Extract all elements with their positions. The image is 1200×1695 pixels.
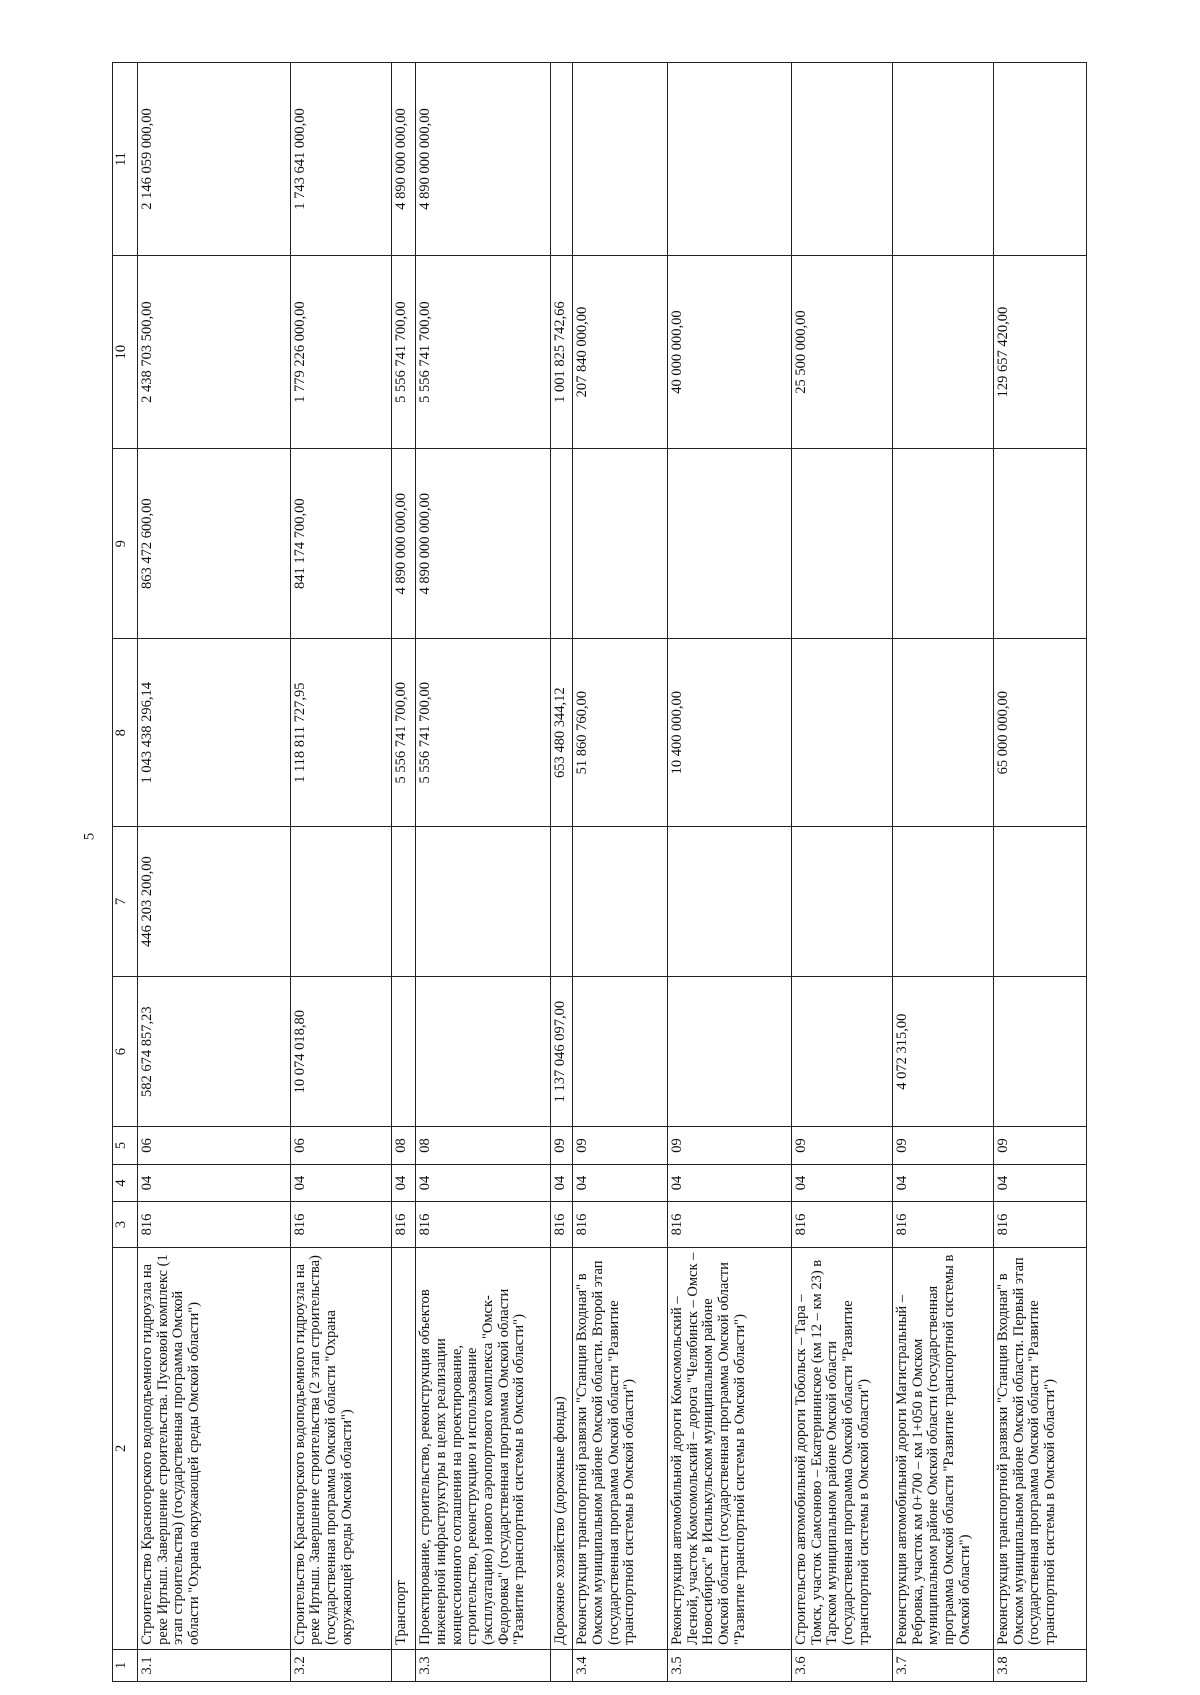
amount-col-9 — [994, 449, 1087, 639]
amount-col-11 — [893, 63, 994, 256]
ministry-code: 816 — [550, 1202, 573, 1248]
amount-col-6 — [416, 977, 550, 1127]
row-number — [550, 1649, 573, 1681]
amount-col-8: 51 860 760,00 — [573, 639, 668, 827]
amount-col-8: 5 556 741 700,00 — [416, 639, 550, 827]
subsection-code: 06 — [138, 1127, 291, 1165]
table-row — [573, 63, 668, 1682]
amount-col-8: 5 556 741 700,00 — [391, 639, 416, 827]
amount-col-11 — [550, 63, 573, 256]
ministry-code: 816 — [416, 1202, 550, 1248]
ministry-code: 816 — [893, 1202, 994, 1248]
col-header-9: 9 — [113, 449, 138, 639]
budget-table — [112, 62, 1087, 1682]
amount-col-7 — [290, 827, 391, 977]
row-number: 3.1 — [138, 1649, 291, 1681]
amount-col-9 — [573, 449, 668, 639]
amount-col-8: 653 480 344,12 — [550, 639, 573, 827]
row-number: 3.7 — [893, 1649, 994, 1681]
section-code: 04 — [290, 1164, 391, 1202]
amount-col-8: 65 000 000,00 — [994, 639, 1087, 827]
col-header-2: 2 — [113, 1247, 138, 1649]
amount-col-11 — [668, 63, 792, 256]
description: Строительство автомобильной дороги Тобольск – Тара – Томск, участок Самсоново – Екатерининское (км 12 – км 23) в Тарском муниципальном районе Омской области (государственная программа Омской области "Развитие транспортной системы в Омской области") — [791, 1247, 892, 1649]
amount-col-7 — [391, 827, 416, 977]
amount-col-7 — [416, 827, 550, 977]
table-row — [391, 63, 416, 1682]
amount-col-7: 446 203 200,00 — [138, 827, 291, 977]
description: Проектирование, строительство, реконструкция объектов инженерной инфраструктуры в целях реализации концессионного соглашения на проектирование, строительство, реконструкцию и использование (эксплуатацию) нового аэропортового комплекса "Омск-Федоровка" (государственная программа Омской области "Развитие транспортной системы в Омской области") — [416, 1247, 550, 1649]
table-row — [893, 63, 994, 1682]
amount-col-6: 10 074 018,80 — [290, 977, 391, 1127]
header-row — [113, 63, 138, 1682]
amount-col-6 — [994, 977, 1087, 1127]
amount-col-10: 129 657 420,00 — [994, 256, 1087, 449]
section-code: 04 — [416, 1164, 550, 1202]
table-body — [138, 63, 1087, 1682]
amount-col-7 — [550, 827, 573, 977]
amount-col-6: 582 674 857,23 — [138, 977, 291, 1127]
subsection-code: 09 — [791, 1127, 892, 1165]
amount-col-10: 25 500 000,00 — [791, 256, 892, 449]
amount-col-7 — [573, 827, 668, 977]
description: Реконструкция автомобильной дороги Магистральный – Ребровка, участок км 0+700 – км 1+050 в Омском муниципальном районе Омской области (государственная программа Омской области "Развитие транспортной системы в Омской области") — [893, 1247, 994, 1649]
col-header-5: 5 — [113, 1127, 138, 1165]
table-row — [290, 63, 391, 1682]
section-code: 04 — [994, 1164, 1087, 1202]
ministry-code: 816 — [994, 1202, 1087, 1248]
amount-col-6 — [573, 977, 668, 1127]
amount-col-6: 4 072 315,00 — [893, 977, 994, 1127]
amount-col-9: 4 890 000 000,00 — [391, 449, 416, 639]
amount-col-10: 5 556 741 700,00 — [391, 256, 416, 449]
amount-col-10: 2 438 703 500,00 — [138, 256, 291, 449]
amount-col-11 — [573, 63, 668, 256]
amount-col-10: 207 840 000,00 — [573, 256, 668, 449]
amount-col-11 — [791, 63, 892, 256]
subsection-code: 09 — [573, 1127, 668, 1165]
amount-col-9: 841 174 700,00 — [290, 449, 391, 639]
amount-col-9: 4 890 000 000,00 — [416, 449, 550, 639]
amount-col-11: 1 743 641 000,00 — [290, 63, 391, 256]
amount-col-10: 1 779 226 000,00 — [290, 256, 391, 449]
amount-col-7 — [791, 827, 892, 977]
amount-col-8 — [791, 639, 892, 827]
amount-col-9 — [550, 449, 573, 639]
amount-col-6: 1 137 046 097,00 — [550, 977, 573, 1127]
row-number — [391, 1649, 416, 1681]
amount-col-7 — [994, 827, 1087, 977]
page-number: 5 — [81, 832, 98, 841]
col-header-6: 6 — [113, 977, 138, 1127]
amount-col-8: 10 400 000,00 — [668, 639, 792, 827]
ministry-code: 816 — [290, 1202, 391, 1248]
col-header-7: 7 — [113, 827, 138, 977]
subsection-code: 09 — [994, 1127, 1087, 1165]
ministry-code: 816 — [573, 1202, 668, 1248]
row-number: 3.5 — [668, 1649, 792, 1681]
description: Строительство Красногорского водоподъемного гидроузла на реке Иртыш. Завершение строительства. Пусковой комплекс (1 этап строительства) (государственная программа Омской области "Охрана окружающей среды Омской области") — [138, 1247, 291, 1649]
amount-col-10 — [893, 256, 994, 449]
amount-col-11: 2 146 059 000,00 — [138, 63, 291, 256]
ministry-code: 816 — [791, 1202, 892, 1248]
row-number: 3.4 — [573, 1649, 668, 1681]
amount-col-6 — [668, 977, 792, 1127]
amount-col-8: 1 118 811 727,95 — [290, 639, 391, 827]
amount-col-11: 4 890 000 000,00 — [391, 63, 416, 256]
description: Реконструкция транспортной развязки "Станция Входная" в Омском муниципальном районе Омской области. Первый этап (государственная программа Омской области "Развитие транспортной системы в Омской области") — [994, 1247, 1087, 1649]
row-number: 3.6 — [791, 1649, 892, 1681]
section-code: 04 — [573, 1164, 668, 1202]
ministry-code: 816 — [668, 1202, 792, 1248]
col-header-1: 1 — [113, 1649, 138, 1681]
description: Реконструкция транспортной развязки "Станция Входная" в Омском муниципальном районе Омской области. Второй этап (государственная программа Омской области "Развитие транспортной системы в Омской области") — [573, 1247, 668, 1649]
subsection-code: 09 — [668, 1127, 792, 1165]
budget-table-rotated — [112, 62, 1087, 1682]
ministry-code: 816 — [391, 1202, 416, 1248]
row-number: 3.2 — [290, 1649, 391, 1681]
table-row — [138, 63, 291, 1682]
col-header-8: 8 — [113, 639, 138, 827]
section-code: 04 — [791, 1164, 892, 1202]
amount-col-9 — [791, 449, 892, 639]
amount-col-8 — [893, 639, 994, 827]
section-code: 04 — [893, 1164, 994, 1202]
amount-col-7 — [893, 827, 994, 977]
col-header-11: 11 — [113, 63, 138, 256]
table-row — [550, 63, 573, 1682]
row-number: 3.3 — [416, 1649, 550, 1681]
amount-col-10: 5 556 741 700,00 — [416, 256, 550, 449]
table-row — [668, 63, 792, 1682]
amount-col-9 — [668, 449, 792, 639]
description: Реконструкция автомобильной дороги Комсомольский – Лесной, участок Комсомольский – дорога "Челябинск – Омск – Новосибирск" в Исилькульском муниципальном районе Омской области (государственная программа Омской области "Развитие транспортной системы в Омской области") — [668, 1247, 792, 1649]
subsection-code: 09 — [550, 1127, 573, 1165]
table-row — [994, 63, 1087, 1682]
section-code: 04 — [668, 1164, 792, 1202]
amount-col-6 — [791, 977, 892, 1127]
section-code: 04 — [138, 1164, 291, 1202]
table-row — [791, 63, 892, 1682]
amount-col-7 — [668, 827, 792, 977]
ministry-code: 816 — [138, 1202, 291, 1248]
amount-col-6 — [391, 977, 416, 1127]
amount-col-8: 1 043 438 296,14 — [138, 639, 291, 827]
description: Транспорт — [391, 1247, 416, 1649]
amount-col-10: 40 000 000,00 — [668, 256, 792, 449]
amount-col-9 — [893, 449, 994, 639]
col-header-4: 4 — [113, 1164, 138, 1202]
subsection-code: 08 — [416, 1127, 550, 1165]
amount-col-10: 1 001 825 742,66 — [550, 256, 573, 449]
section-code: 04 — [391, 1164, 416, 1202]
col-header-3: 3 — [113, 1202, 138, 1248]
subsection-code: 08 — [391, 1127, 416, 1165]
subsection-code: 09 — [893, 1127, 994, 1165]
section-code: 04 — [550, 1164, 573, 1202]
amount-col-11: 4 890 000 000,00 — [416, 63, 550, 256]
row-number: 3.8 — [994, 1649, 1087, 1681]
amount-col-11 — [994, 63, 1087, 256]
table-row — [416, 63, 550, 1682]
col-header-10: 10 — [113, 256, 138, 449]
description: Дорожное хозяйство (дорожные фонды) — [550, 1247, 573, 1649]
subsection-code: 06 — [290, 1127, 391, 1165]
description: Строительство Красногорского водоподъемного гидроузла на реке Иртыш. Завершение строительства (2 этап строительства) (государственная программа Омской области "Охрана окружающей среды Омской области") — [290, 1247, 391, 1649]
amount-col-9: 863 472 600,00 — [138, 449, 291, 639]
